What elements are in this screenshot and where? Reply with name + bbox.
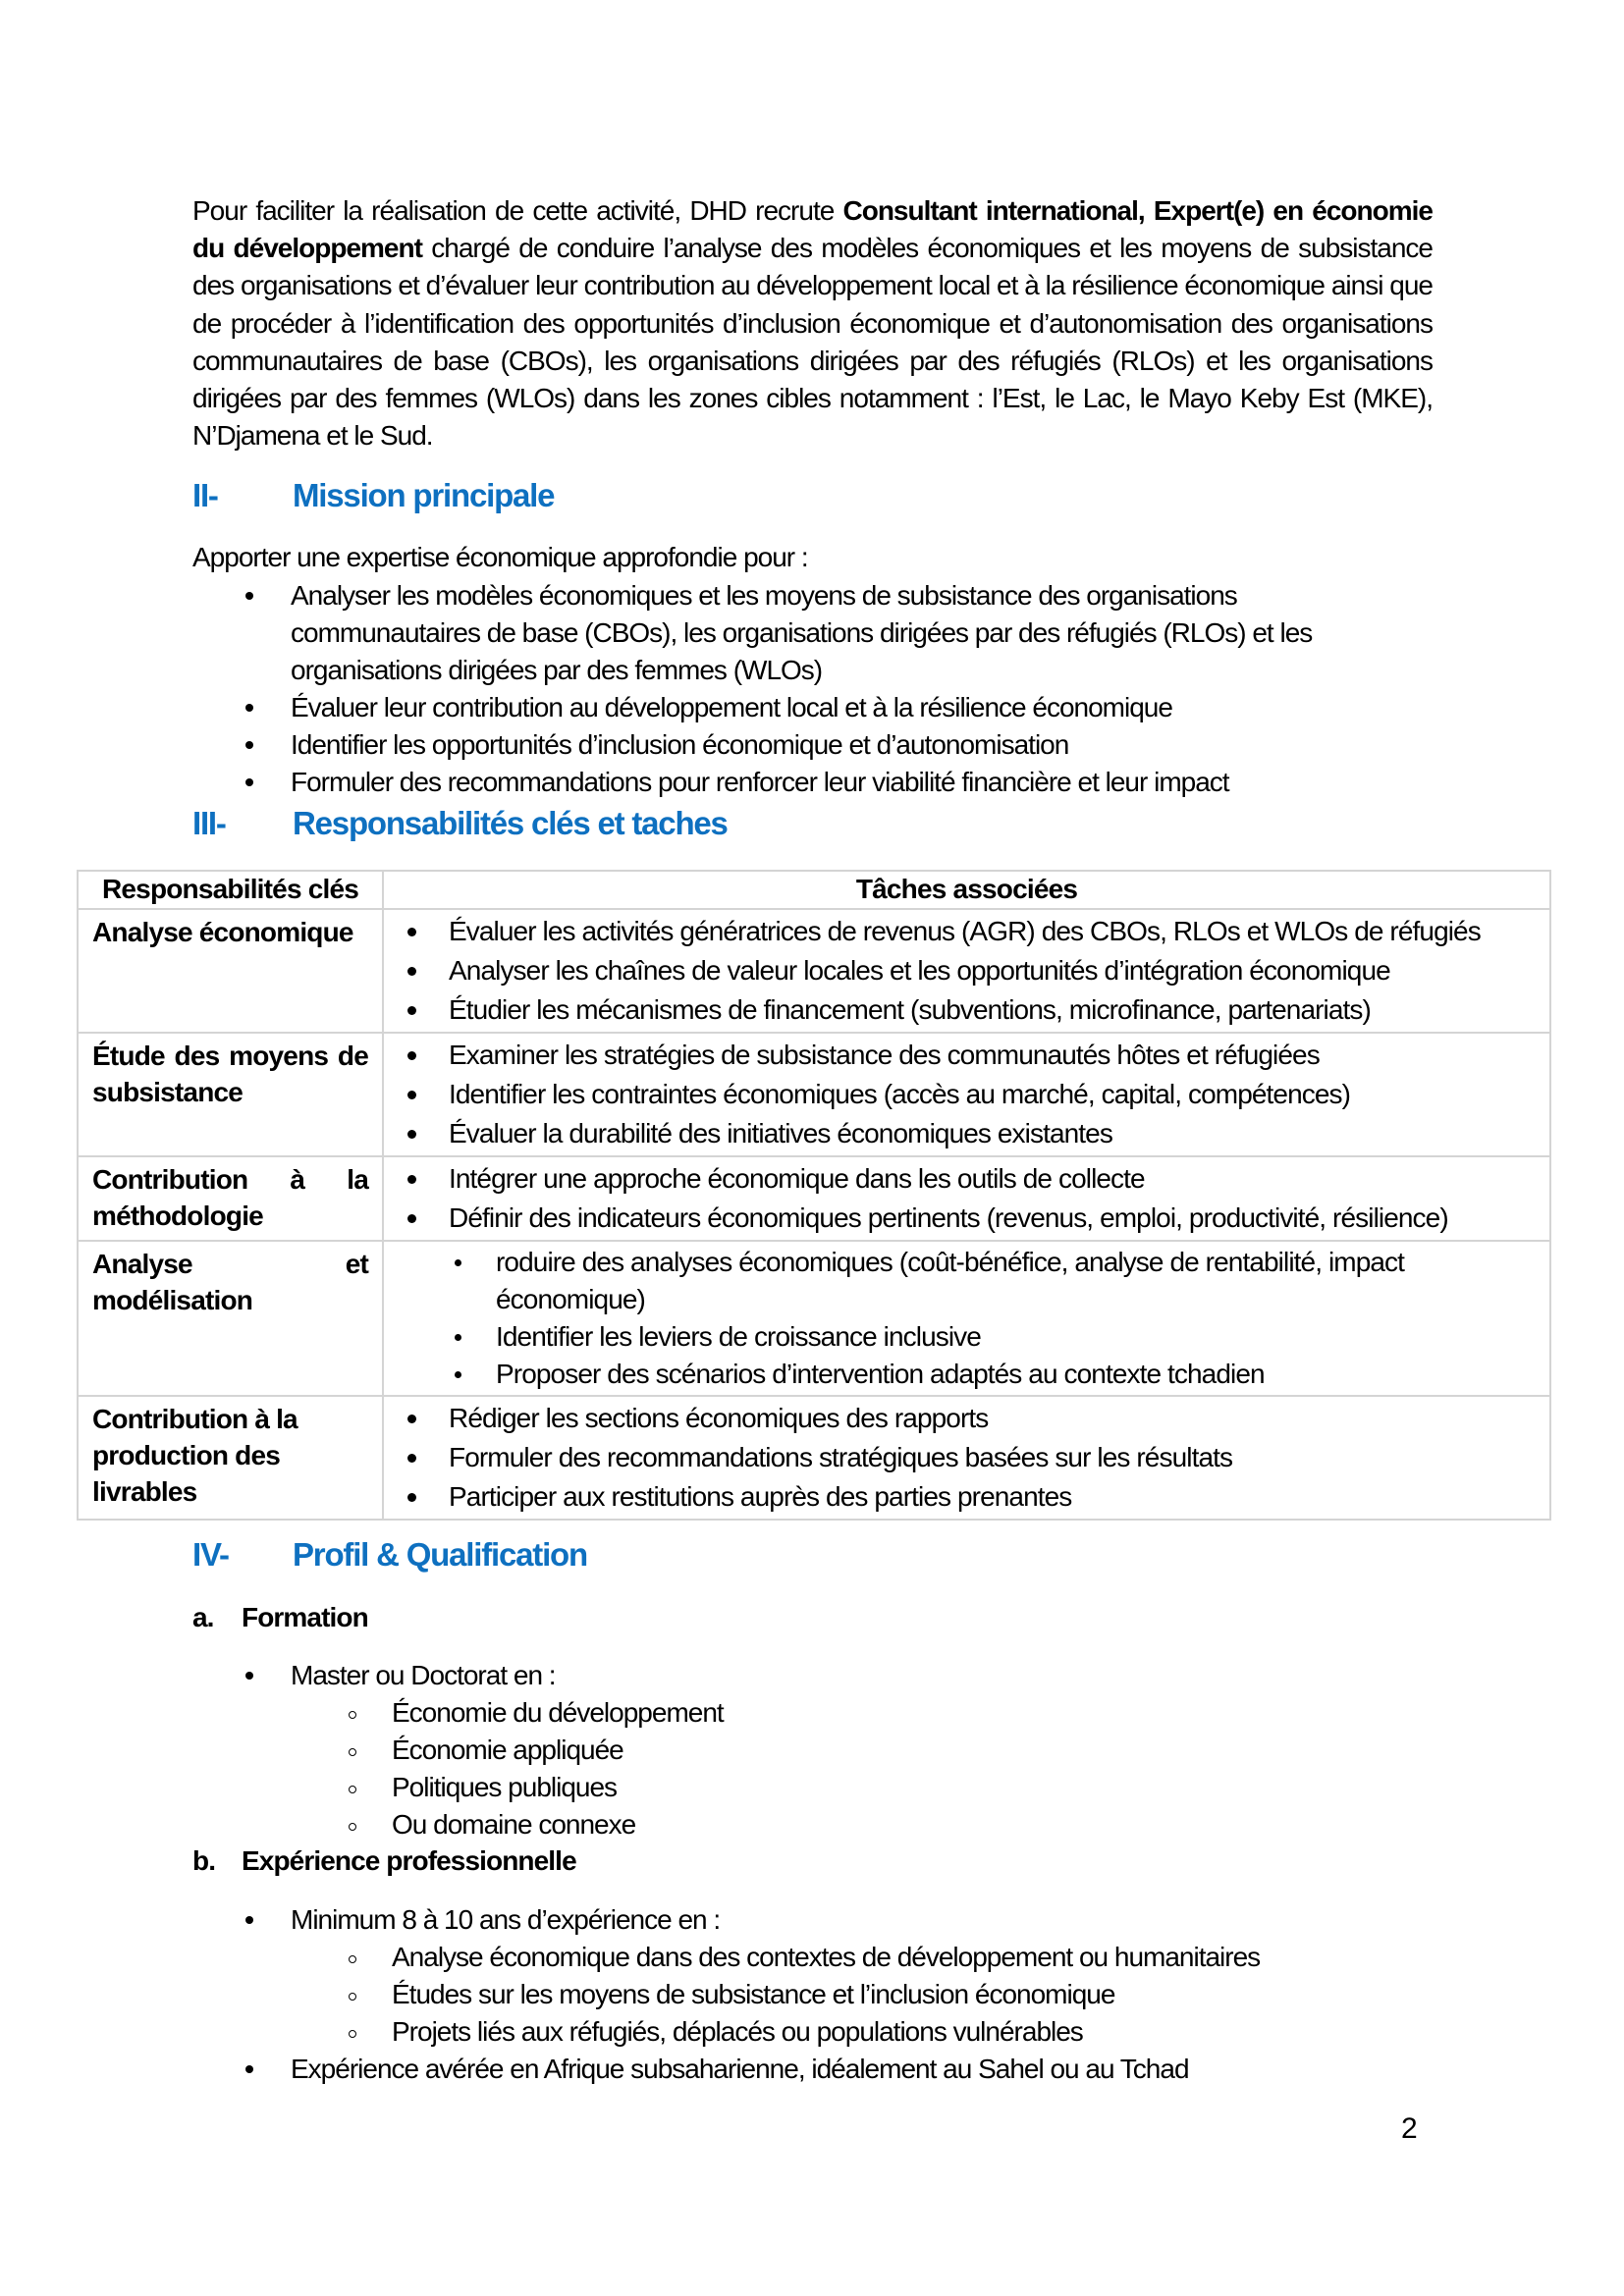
task-item: Formuler des recommandations stratégiques basées sur les résultats [384, 1438, 1549, 1477]
tasks-cell [383, 1396, 1550, 1520]
hollow-bullet-icon [349, 1748, 356, 1756]
responsibilities-table [77, 870, 1551, 1521]
sub-title: Expérience professionnelle [242, 1845, 576, 1876]
list-item: Minimum 8 à 10 ans d’expérience en : [291, 1901, 720, 1939]
list-item: Identifier les opportunités d’inclusion économique et d’autonomisation [291, 726, 1380, 764]
section-number: III- [192, 805, 226, 841]
bullet-icon [407, 967, 416, 976]
section-heading-mission [192, 477, 554, 514]
task-item: Analyser les chaînes de valeur locales et les opportunités d’intégration économique [384, 951, 1549, 990]
bullet-icon [407, 1051, 416, 1060]
list-item: Formuler des recommandations pour renforcer leur viabilité financière et leur impact [291, 764, 1380, 801]
sub-list-item: Analyse économique dans des contextes de développement ou humanitaires [392, 1939, 1260, 1976]
bullet-icon [455, 1334, 461, 1341]
bullet-icon [245, 741, 253, 749]
list-item: Expérience avérée en Afrique subsaharienne, idéalement au Sahel ou au Tchad [291, 2051, 1189, 2088]
responsibility-cell: Contribution à la méthodologie [78, 1156, 383, 1241]
hollow-bullet-icon [349, 1786, 356, 1793]
experience-list [291, 1901, 720, 1939]
task-item: Intégrer une approche économique dans les outils de collecte [384, 1159, 1549, 1199]
sub-list-item: Économie du développement [392, 1694, 724, 1732]
section-title: Mission principale [293, 477, 555, 513]
column-header: Responsabilités clés [78, 871, 383, 909]
section-heading-profile [192, 1536, 587, 1574]
responsibility-cell: Analyse économique [78, 909, 383, 1033]
table-row [78, 909, 1550, 1033]
sub-list-item: Économie appliquée [392, 1732, 724, 1769]
section-title: Profil & Qualification [293, 1536, 587, 1573]
sub-letter: b. [192, 1845, 216, 1876]
bullet-icon [407, 1091, 416, 1099]
task-item: Examiner les stratégies de subsistance des communautés hôtes et réfugiées [384, 1036, 1549, 1075]
table-row [78, 1156, 1550, 1241]
formation-list [291, 1657, 556, 1694]
bullet-icon [455, 1259, 461, 1266]
table-header-row [78, 871, 1550, 909]
page-number: 2 [1401, 2112, 1418, 2145]
bullet-icon [245, 1672, 253, 1680]
task-item: Définir des indicateurs économiques pertinents (revenus, emploi, productivité, résilience) [384, 1199, 1549, 1238]
tasks-cell [383, 1033, 1550, 1156]
formation-sublist [392, 1694, 724, 1843]
task-item: Proposer des scénarios d’intervention adaptés au contexte tchadien [384, 1356, 1549, 1393]
sub-list-item: Études sur les moyens de subsistance et l’inclusion économique [392, 1976, 1260, 2013]
table-row [78, 1396, 1550, 1520]
intro-paragraph [192, 192, 1433, 454]
experience-list-2 [291, 2051, 1189, 2088]
intro-text-1: Pour faciliter la réalisation de cette activité, DHD recrute [192, 195, 843, 226]
list-item: Master ou Doctorat en : [291, 1657, 556, 1694]
task-item: Participer aux restitutions auprès des parties prenantes [384, 1477, 1549, 1517]
section-title: Responsabilités clés et taches [293, 805, 728, 841]
bullet-icon [407, 1415, 416, 1423]
bullet-icon [407, 1006, 416, 1015]
hollow-bullet-icon [349, 2030, 356, 2038]
intro-text-2: chargé de conduire l’analyse des modèles économiques et les moyens de subsistance des organisations et d’évaluer leur contribution au développement local et à la résilience économique ainsi que de procéder à l’identification des opportunités d’inclusion économique et d’autonomisation des organisations communautaires de base (CBOs), les organisations dirigées par des réfugiés (RLOs) et les organisations dirigées par des femmes (WLOs) dans les zones cibles notamment : l’Est, le Lac, le Mayo Keby Est (MKE), N’Djamena et le Sud. [192, 233, 1433, 452]
bullet-icon [407, 1214, 416, 1223]
section-heading-responsibilities [192, 805, 728, 842]
list-item: Évaluer leur contribution au développement local et à la résilience économique [291, 689, 1380, 726]
sub-title: Formation [242, 1602, 368, 1632]
task-item: Évaluer la durabilité des initiatives économiques existantes [384, 1114, 1549, 1153]
table-row [78, 1241, 1550, 1396]
hollow-bullet-icon [349, 1993, 356, 2001]
bullet-icon [245, 592, 253, 600]
list-item: Analyser les modèles économiques et les moyens de subsistance des organisations communautaires de base (CBOs), les organisations dirigées par des réfugiés (RLOs) et les organisations dirigées par des femmes (WLOs) [291, 577, 1380, 689]
task-item: Évaluer les activités génératrices de revenus (AGR) des CBOs, RLOs et WLOs de réfugiés [384, 912, 1549, 951]
hollow-bullet-icon [349, 1823, 356, 1831]
bullet-icon [455, 1371, 461, 1378]
responsibility-cell: Analyse et modélisation [78, 1241, 383, 1396]
sub-letter: a. [192, 1602, 214, 1632]
table-row [78, 1033, 1550, 1156]
task-item: Identifier les contraintes économiques (accès au marché, capital, compétences) [384, 1075, 1549, 1114]
bullet-icon [407, 1493, 416, 1502]
section-number: IV- [192, 1536, 229, 1573]
sub-list-item: Politiques publiques [392, 1769, 724, 1806]
column-header: Tâches associées [383, 871, 1550, 909]
tasks-cell [383, 1156, 1550, 1241]
intro-bold-role: Consultant international, Expert(e) en économie du développement [192, 195, 1433, 264]
hollow-bullet-icon [349, 1955, 356, 1963]
sub-list-item: Projets liés aux réfugiés, déplacés ou populations vulnérables [392, 2013, 1260, 2051]
sub-list-item: Ou domaine connexe [392, 1806, 724, 1843]
mission-list [291, 577, 1380, 801]
section-number: II- [192, 477, 218, 513]
tasks-cell [383, 909, 1550, 1033]
bullet-icon [407, 928, 416, 936]
subheading-formation [192, 1602, 368, 1633]
bullet-icon [407, 1175, 416, 1184]
bullet-icon [245, 2065, 253, 2073]
task-item: Rédiger les sections économiques des rapports [384, 1399, 1549, 1438]
bullet-icon [245, 1916, 253, 1924]
bullet-icon [407, 1454, 416, 1463]
responsibility-cell: Contribution à la production des livrables [78, 1396, 383, 1520]
subheading-experience [192, 1845, 576, 1877]
task-item: roduire des analyses économiques (coût-bénéfice, analyse de rentabilité, impact économique) [384, 1244, 1549, 1318]
mission-lead: Apporter une expertise économique approfondie pour : [192, 542, 808, 572]
bullet-icon [245, 778, 253, 786]
responsibility-cell: Étude des moyens de subsistance [78, 1033, 383, 1156]
bullet-icon [245, 704, 253, 712]
hollow-bullet-icon [349, 1711, 356, 1719]
tasks-cell [383, 1241, 1550, 1396]
experience-sublist [392, 1939, 1260, 2051]
task-item: Étudier les mécanismes de financement (subventions, microfinance, partenariats) [384, 990, 1549, 1030]
bullet-icon [407, 1130, 416, 1139]
task-item: Identifier les leviers de croissance inclusive [384, 1318, 1549, 1356]
